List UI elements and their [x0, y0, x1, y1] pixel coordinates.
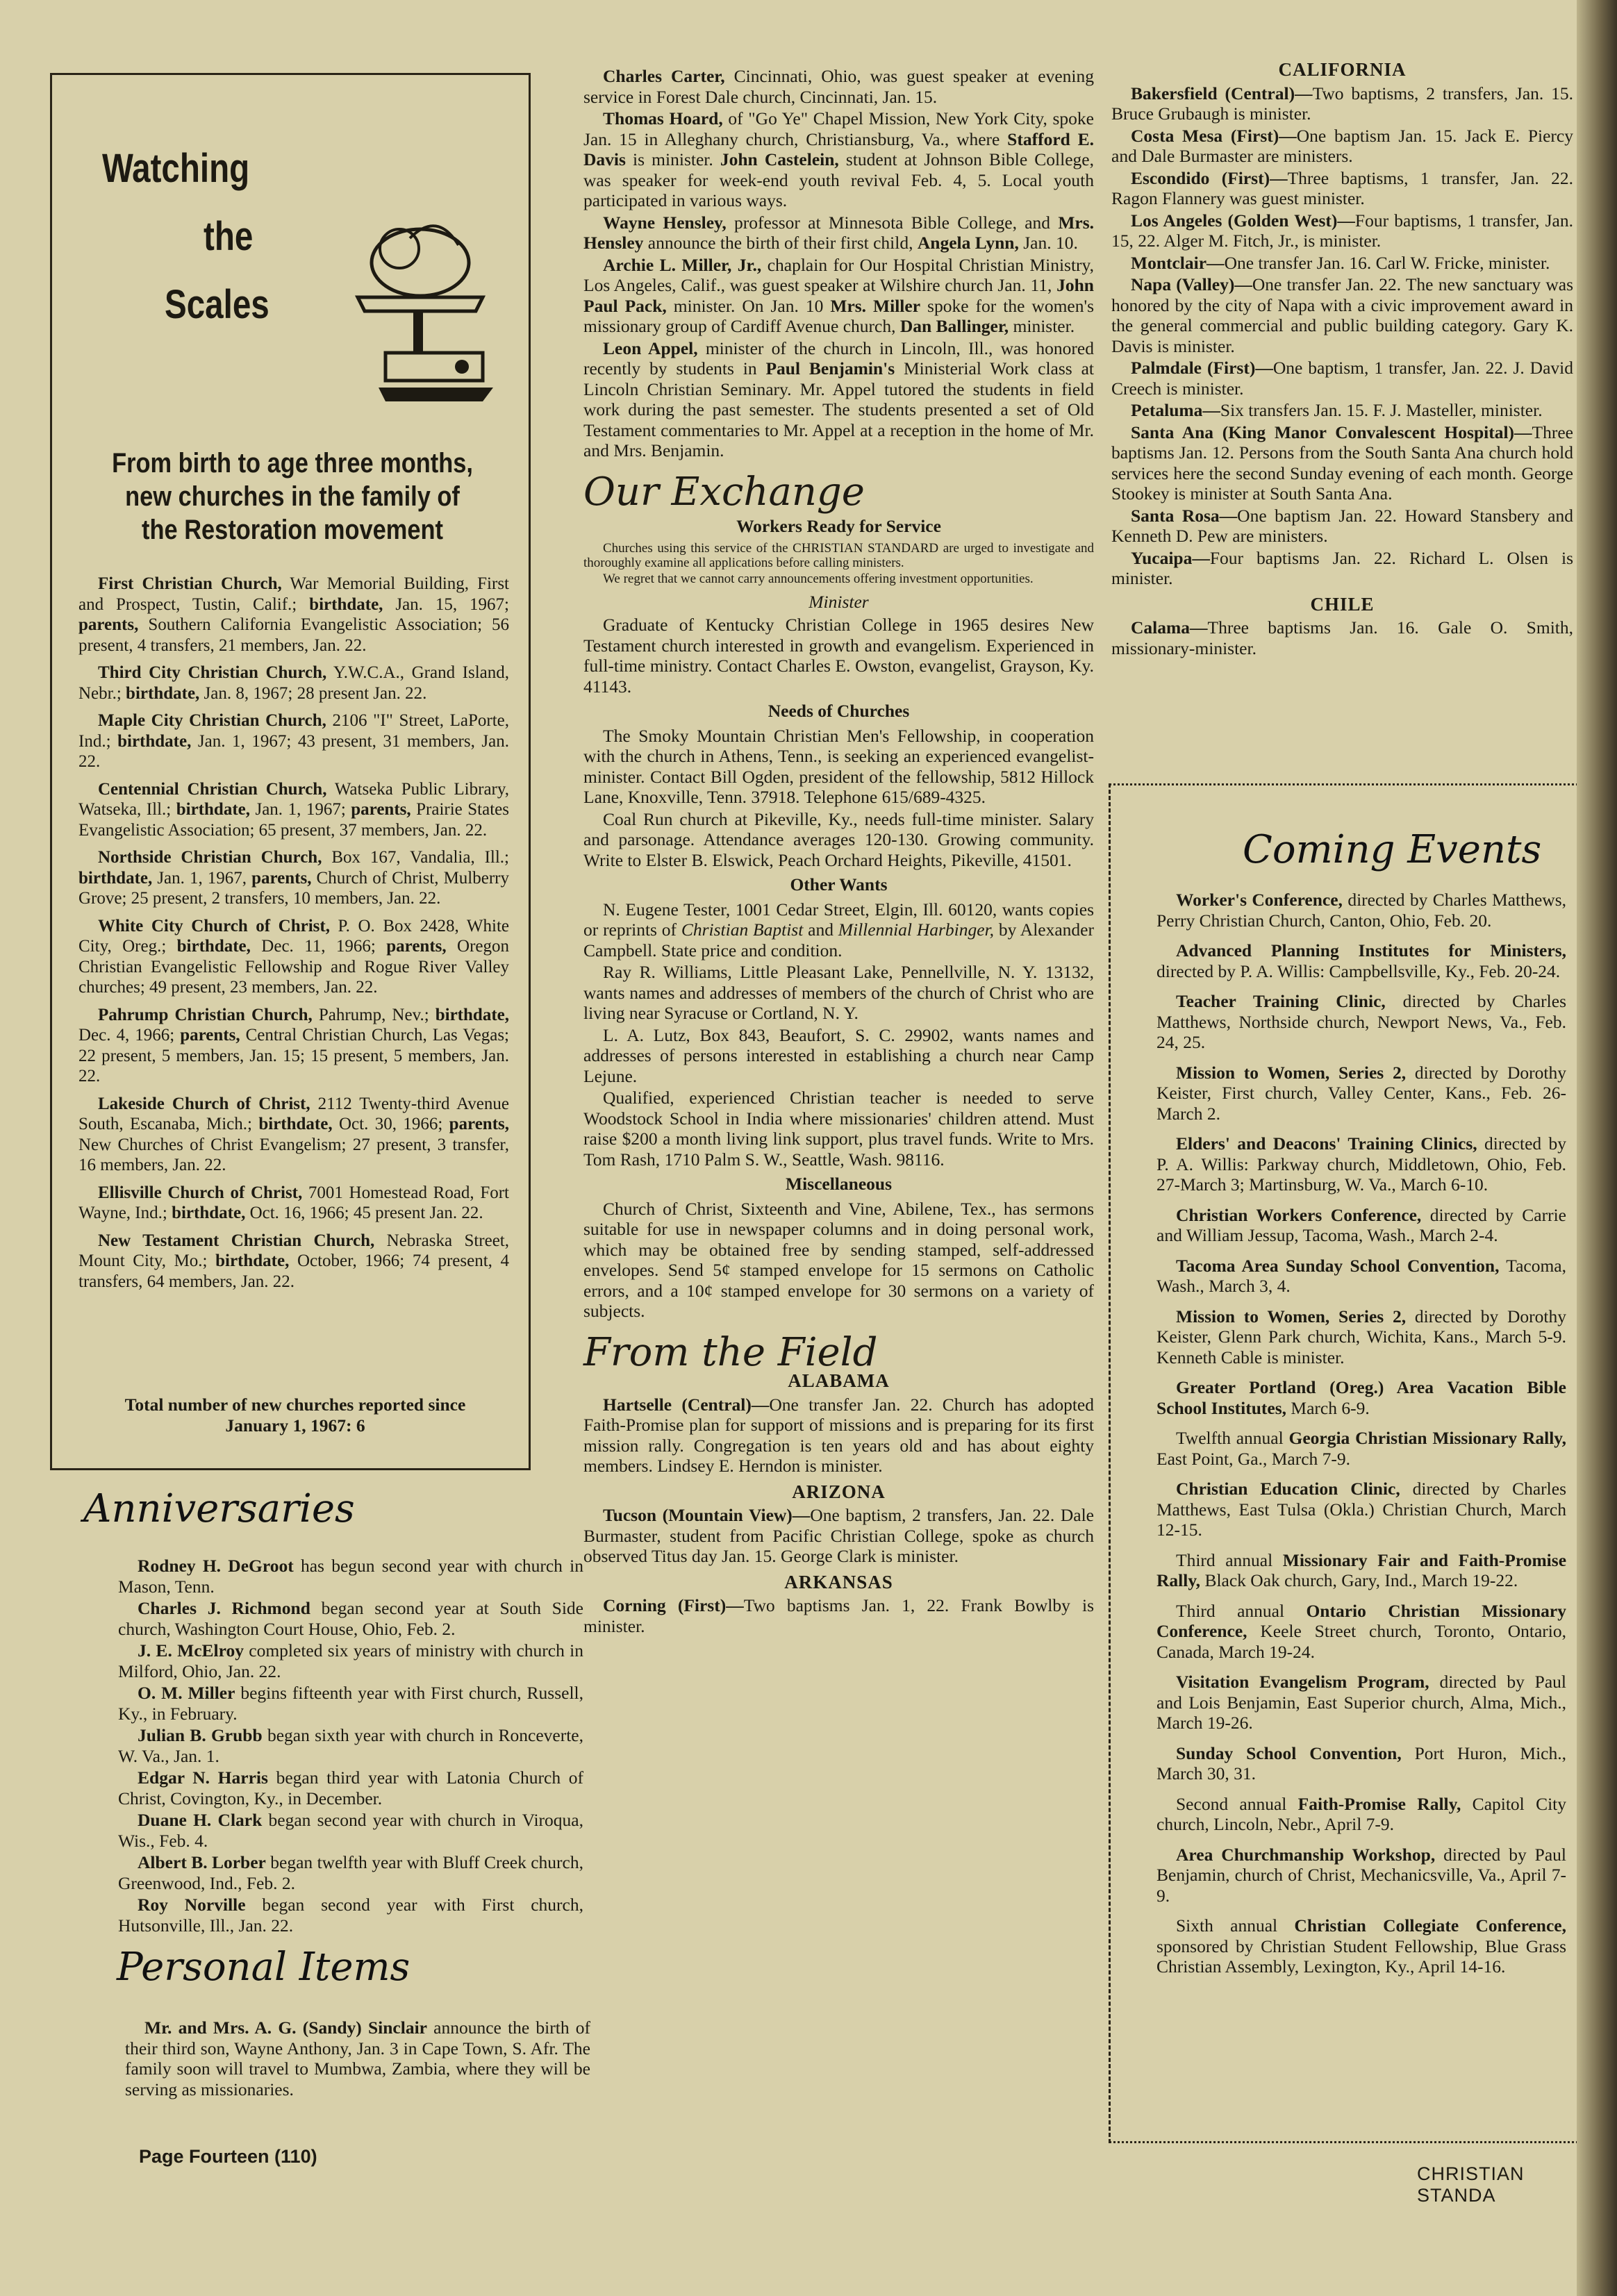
- report-text: One baptism, 2 transfers, Jan. 22. Dale Burmaster, student from Pacific Christian College, spoke as church observed Titus day Jan. 15. George Clark is minister.: [583, 1505, 1094, 1566]
- anniversary-text: begins fifteenth year with First church, Russell, Ky., in February.: [118, 1683, 583, 1724]
- event-details: directed by P. A. Willis: Parkway church, Middletown, Ohio, Feb. 27-March 3; Martinsburg, W. Va., March 6-10.: [1156, 1133, 1566, 1195]
- anniversary-name: Julian B. Grubb: [138, 1725, 263, 1745]
- church-place: Hartselle (Central)—: [603, 1394, 770, 1415]
- parents-text: Central Christian Church, Las Vegas; 22 present, 5 members, Jan. 15; 15 present, 5 members, Jan. 22.: [78, 1026, 509, 1085]
- event-prefix: Third annual: [1176, 1600, 1307, 1621]
- news-text: Ministerial Work class at Lincoln Christian Seminary. Mr. Appel tutored the students in field work during the past semester. The students presented a set of Old Testament commentaries to Mr. Appel at a reception in the home of Mr. and Mrs. Benjamin.: [583, 358, 1094, 460]
- church-address: Watseka Public Library, Watseka, Ill.;: [78, 779, 509, 819]
- book-title: Christian Baptist: [681, 920, 804, 940]
- church-place: Yucaipa—: [1131, 547, 1210, 568]
- parents-text: New Churches of Christ Evangelism; 27 present, 3 transfer, 16 members, Jan. 22.: [78, 1135, 509, 1174]
- minister-subheading: Minister: [808, 591, 869, 612]
- total-new-churches: [94, 1395, 497, 1436]
- news-text: minister.: [1009, 316, 1075, 336]
- parents-label: parents,: [78, 615, 139, 634]
- event-name: Georgia Christian Missionary Rally,: [1288, 1428, 1566, 1448]
- other-wants-ad-2: Ray R. Williams, Little Pleasant Lake, Pennellville, N. Y. 13132, wants names and addresses of members of the church of Christ who are living near Syracuse or Cortland, N. Y.: [583, 962, 1094, 1023]
- news-name: John Paul Pack,: [583, 275, 1094, 316]
- church-address: War Memorial Building, First and Prospect, Tustin, Calif.;: [78, 574, 509, 614]
- parents-label: parents,: [449, 1115, 510, 1133]
- event-name: Visitation Evangelism Program,: [1176, 1672, 1429, 1692]
- anniversary-text: began sixth year with church in Ronceverte, W. Va., Jan. 1.: [118, 1725, 583, 1766]
- baby-on-scale-illustration: [344, 200, 511, 408]
- anniversary-text: began second year with church in Viroqua, Wis., Feb. 4.: [118, 1810, 583, 1851]
- church-address: 2112 Twenty-third Avenue South, Escanaba, Mich.;: [78, 1094, 509, 1133]
- news-name: Stafford E. Davis: [583, 128, 1094, 169]
- book-title: Millennial Harbinger,: [838, 920, 995, 940]
- church-place: Palmdale (First)—: [1131, 358, 1273, 378]
- event-details: directed by Charles Matthews, East Tulsa (Okla.) Christian Church, March 12-15.: [1156, 1479, 1566, 1540]
- event-item: [1156, 1794, 1566, 1835]
- event-details: Keele Street church, Toronto, Ontario, Canada, March 19-24.: [1156, 1621, 1566, 1662]
- birthdate-text: Oct. 30, 1966;: [332, 1115, 449, 1133]
- event-item: [1156, 1256, 1566, 1297]
- anniversary-name: Rodney H. DeGroot: [138, 1556, 294, 1576]
- alabama-report: [583, 1395, 1094, 1476]
- footer-page-number: Page Fourteen (110): [139, 2146, 317, 2167]
- event-item: [1156, 940, 1566, 981]
- event-name: Area Churchmanship Workshop,: [1176, 1844, 1436, 1865]
- church-place: Los Angeles (Golden West)—: [1131, 210, 1355, 231]
- california-report: [1111, 168, 1573, 209]
- anniversary-text: began third year with Latonia Church of Christ, Covington, Ky., in December.: [118, 1767, 584, 1808]
- chile-place: Calama—: [1131, 617, 1208, 638]
- california-report: [1111, 358, 1573, 399]
- needs-of-churches-heading: Needs of Churches: [768, 701, 910, 721]
- miscellaneous-ad: Church of Christ, Sixteenth and Vine, Abilene, Tex., has sermons suitable for use in newspaper columns and in doing personal work, which may be obtained free by sending stamped, self-addressed envelopes. Send 5¢ stamped envelope for 15 sermons on Catholic errors, and a 10¢ stamped envelope for 30 sermons on a variety of subjects.: [583, 1198, 1094, 1321]
- new-church-entry: [78, 574, 509, 656]
- anniversary-name: Charles J. Richmond: [138, 1598, 310, 1618]
- event-item: [1156, 1133, 1566, 1195]
- news-name: Angela Lynn,: [917, 233, 1019, 253]
- event-details: Tacoma, Wash., March 3, 4.: [1156, 1255, 1567, 1296]
- anniversaries-heading: Anniversaries: [83, 1486, 355, 1531]
- personal-news-item: [583, 338, 1094, 461]
- anniversary-item: [118, 1852, 583, 1893]
- church-name: Maple City Christian Church,: [98, 711, 326, 730]
- church-address: Pahrump, Nev.;: [312, 1005, 436, 1024]
- church-place: Escondido (First)—: [1131, 167, 1288, 188]
- birthdate-label: birthdate,: [117, 731, 192, 751]
- church-address: Nebraska Street, Mount City, Mo.;: [78, 1231, 510, 1270]
- california-report: [1111, 422, 1573, 504]
- from-the-field-heading: From the Field: [583, 1329, 878, 1375]
- other-text: N. Eugene Tester, 1001 Cedar Street, Elgin, Ill. 60120, wants copies or reprints of: [583, 899, 1094, 940]
- minister-ad: Graduate of Kentucky Christian College in 1965 desires New Testament church interested in growth and evangelism. Experienced in full-time ministry. Contact Charles E. Owston, evangelist, Grayson, Ky. 41143.: [583, 615, 1094, 697]
- news-text: spoke for the women's missionary group of Cardiff Avenue church,: [583, 295, 1094, 336]
- news-name: Paul Benjamin's: [765, 358, 895, 378]
- parents-label: parents,: [180, 1026, 240, 1045]
- report-text: Four baptisms Jan. 22. Richard L. Olsen is minister.: [1111, 547, 1573, 588]
- california-heading: CALIFORNIA: [1278, 59, 1407, 80]
- birthdate-label: birthdate,: [309, 594, 383, 614]
- anniversary-name: Duane H. Clark: [138, 1810, 263, 1830]
- anniversary-text: began second year at South Side church, Washington Court House, Ohio, Feb. 2.: [118, 1598, 583, 1639]
- event-name: Tacoma Area Sunday School Convention,: [1176, 1255, 1500, 1276]
- news-text: student at Johnson Bible College, was speaker for week-end youth revival Feb. 4, 5. Local youth participated in various ways.: [583, 149, 1094, 210]
- box-title-line3: Scales: [165, 282, 270, 327]
- anniversary-item: [118, 1895, 583, 1936]
- personal-news-item: [583, 66, 1094, 107]
- arkansas-report: [583, 1595, 1094, 1636]
- church-name: Pahrump Christian Church,: [98, 1005, 313, 1024]
- anniversary-item: [118, 1683, 583, 1724]
- event-name: Missionary Fair and Faith-Promise Rally,: [1156, 1549, 1567, 1590]
- church-address: 7001 Homestead Road, Fort Wayne, Ind.;: [78, 1183, 509, 1222]
- news-name: Mrs. Miller: [830, 295, 921, 316]
- birthdate-text: Jan. 1, 1967,: [152, 868, 252, 888]
- church-address: 2106 "I" Street, LaPorte, Ind.;: [78, 711, 510, 751]
- event-name: Greater Portland (Oreg.) Area Vacation Bible School Institutes,: [1156, 1377, 1566, 1418]
- event-prefix: Second annual: [1176, 1793, 1298, 1814]
- other-wants-ad-1: [583, 899, 1094, 961]
- event-item: [1156, 890, 1566, 931]
- report-text: One baptism, 1 transfer, Jan. 22. J. David Creech is minister.: [1111, 358, 1573, 399]
- news-text: chaplain for Our Hospital Christian Ministry, Los Angeles, Calif., was guest speaker at Wilshire church Jan. 11,: [583, 254, 1095, 295]
- anniversary-name: Roy Norville: [138, 1895, 246, 1915]
- event-item: [1156, 1377, 1566, 1418]
- anniversary-item: [118, 1598, 583, 1639]
- report-text: One baptism Jan. 22. Howard Stansbery and Kenneth D. Pew are ministers.: [1111, 505, 1573, 546]
- arizona-report: [583, 1505, 1094, 1567]
- birthdate-label: birthdate,: [215, 1251, 290, 1270]
- personal-items-heading: Personal Items: [117, 1945, 411, 1990]
- church-place: Montclair—: [1131, 252, 1225, 273]
- news-text: professor at Minnesota Bible College, and: [726, 212, 1059, 233]
- news-name: Thomas Hoard,: [603, 108, 723, 128]
- event-item: [1156, 1479, 1566, 1540]
- event-name: Mission to Women, Series 2,: [1176, 1306, 1407, 1326]
- california-report: [1111, 274, 1573, 356]
- event-name: Elders' and Deacons' Training Clinics,: [1176, 1133, 1477, 1154]
- birthdate-label: birthdate,: [172, 1204, 246, 1222]
- news-name: John Castelein,: [720, 149, 839, 169]
- church-name: Northside Christian Church,: [98, 848, 322, 867]
- new-church-entry: [78, 1094, 509, 1176]
- event-item: [1156, 1428, 1566, 1469]
- new-church-entry: [78, 1005, 509, 1087]
- report-text: One transfer Jan. 22. Church has adopted Faith-Promise plan for support of missions and is preparing for its first mission rally. Congregation is ten years old and has about eighty members. Lindsey E. Herndon is minister.: [583, 1394, 1094, 1476]
- news-text: Cincinnati, Ohio, was guest speaker at evening service in Forest Dale church, Cincinnati, Jan. 15.: [583, 66, 1094, 107]
- event-details: directed by Charles Matthews, Northside church, Newport News, Va., Feb. 24, 25.: [1156, 991, 1567, 1052]
- event-name: Ontario Christian Missionary Conference,: [1156, 1600, 1566, 1641]
- church-place: Petaluma—: [1131, 400, 1220, 420]
- new-church-entry: [78, 779, 509, 841]
- personal-items-text: [125, 2018, 590, 2101]
- birthdate-text: Jan. 1, 1967; 43 present, 31 members, Jan. 22.: [78, 731, 509, 771]
- event-details: March 6-9.: [1286, 1397, 1370, 1418]
- event-item: [1156, 1601, 1566, 1663]
- birthdate-label: birthdate,: [176, 937, 251, 956]
- chile-text: Three baptisms Jan. 16. Gale O. Smith, missionary-minister.: [1111, 617, 1573, 658]
- california-list: [1111, 83, 1573, 589]
- event-name: Worker's Conference,: [1176, 890, 1343, 910]
- miscellaneous-heading: Miscellaneous: [786, 1174, 892, 1194]
- report-text: Three baptisms, 1 transfer, Jan. 22. Ragon Flannery was guest minister.: [1111, 167, 1574, 208]
- event-details: directed by Dorothy Keister, First church, Valley Center, Kans., Feb. 26-March 2.: [1156, 1062, 1566, 1124]
- box-title-line2: the: [204, 214, 254, 259]
- california-report: [1111, 253, 1573, 274]
- chile-heading: CHILE: [1310, 593, 1375, 615]
- news-text: announce the birth of their first child,: [643, 233, 918, 253]
- coming-events-box: [1109, 783, 1584, 2143]
- event-item: [1156, 1672, 1566, 1733]
- new-church-entry: [78, 916, 509, 998]
- california-report: [1111, 400, 1573, 421]
- anniversaries-list: [118, 1556, 583, 1937]
- watching-scales-box: [50, 73, 531, 1470]
- column-three: [1111, 54, 1573, 660]
- event-details: East Point, Ga., March 7-9.: [1156, 1448, 1351, 1469]
- total-text: Total number of new churches reported since January 1, 1967: 6: [124, 1395, 466, 1436]
- california-report: [1111, 548, 1573, 589]
- anniversary-text: began twelfth year with Bluff Creek church, Greenwood, Ind., Feb. 2.: [118, 1852, 583, 1893]
- california-report: [1111, 210, 1573, 251]
- anniversary-item: [118, 1640, 583, 1681]
- event-name: Mission to Women, Series 2,: [1176, 1062, 1407, 1083]
- anniversary-text: began second year with First church, Hutsonville, Ill., Jan. 22.: [118, 1895, 583, 1936]
- california-report: [1111, 83, 1573, 124]
- news-name: Archie L. Miller, Jr.,: [603, 254, 762, 275]
- exchange-note-2: We regret that we cannot carry announcements offering investment opportunities.: [603, 571, 1034, 586]
- event-prefix: Sixth annual: [1176, 1915, 1295, 1936]
- church-name: White City Church of Christ,: [98, 916, 330, 935]
- event-name: Christian Education Clinic,: [1176, 1479, 1400, 1499]
- church-name: Centennial Christian Church,: [98, 779, 327, 799]
- church-place: Santa Rosa—: [1131, 505, 1238, 526]
- report-text: One transfer Jan. 16. Carl W. Fricke, minister.: [1224, 252, 1550, 273]
- birthdate-label: birthdate,: [435, 1005, 509, 1024]
- new-church-entry: [78, 710, 509, 772]
- personal-body: announce the birth of their third son, Wayne Anthony, Jan. 3 in Cape Town, S. Afr. The family soon will travel to Mumbwa, Zambia, where they will be serving as missionaries.: [125, 2018, 590, 2099]
- event-details: directed by Paul and Lois Benjamin, East Superior church, Alma, Mich., March 19-26.: [1156, 1672, 1567, 1733]
- anniversary-name: J. E. McElroy: [138, 1640, 244, 1661]
- arizona-heading: ARIZONA: [792, 1481, 886, 1502]
- birthdate-label: birthdate,: [78, 868, 153, 888]
- event-details: directed by Carrie and William Jessup, Tacoma, Wash., March 2-4.: [1156, 1204, 1566, 1245]
- church-name: Ellisville Church of Christ,: [98, 1183, 303, 1202]
- report-text: Four baptisms, 1 transfer, Jan. 15, 22. Alger M. Fitch, Jr., is minister.: [1111, 210, 1574, 251]
- church-name: Third City Christian Church,: [98, 663, 327, 682]
- anniversary-item: [118, 1725, 583, 1766]
- needs-ad-1: The Smoky Mountain Christian Men's Fellowship, in cooperation with the church in Athens, Tenn., is seeking an experienced evangelist-minister. Contact Bill Ogden, president of the fellowship, 5812 Hillock Lane, Knoxville, Tenn. 37918. Telephone 615/689-4325.: [583, 725, 1094, 807]
- personal-news-item: [583, 255, 1094, 337]
- parents-label: parents,: [386, 937, 447, 956]
- anniversary-text: has begun second year with church in Mason, Tenn.: [118, 1556, 583, 1597]
- birthdate-text: Oct. 16, 1966; 45 present Jan. 22.: [245, 1204, 483, 1222]
- report-text: Three baptisms Jan. 12. Persons from the South Santa Ana church hold services here the second Sunday evening of each month. George Stookey is minister at South Santa Ana.: [1111, 422, 1573, 504]
- california-report: [1111, 126, 1573, 167]
- anniversary-text: completed six years of ministry with church in Milford, Ohio, Jan. 22.: [118, 1640, 583, 1681]
- event-details: directed by Paul Benjamin, church of Christ, Mechanicsville, Va., April 7-9.: [1156, 1844, 1567, 1906]
- new-church-entry: [78, 1231, 509, 1292]
- event-item: [1156, 1743, 1566, 1784]
- report-text: Six transfers Jan. 15. F. J. Masteller, minister.: [1220, 400, 1543, 420]
- birthdate-text: Jan. 15, 1967;: [383, 594, 509, 614]
- event-item: [1156, 1063, 1566, 1124]
- anniversary-name: Albert B. Lorber: [138, 1852, 266, 1872]
- event-details: Capitol City church, Lincoln, Nebr., April 7-9.: [1156, 1793, 1567, 1834]
- coming-events-heading: Coming Events: [1243, 827, 1542, 872]
- anniversary-item: [118, 1810, 583, 1851]
- parents-text: Church of Christ, Mulberry Grove; 25 present, 2 transfers, 10 members, Jan. 22.: [78, 868, 509, 908]
- other-wants-heading: Other Wants: [790, 874, 888, 895]
- birthdate-label: birthdate,: [176, 800, 250, 819]
- church-name: New Testament Christian Church,: [98, 1231, 375, 1250]
- church-name: Lakeside Church of Christ,: [98, 1094, 310, 1113]
- event-details: Black Oak church, Gary, Ind., March 19-22.: [1200, 1570, 1518, 1590]
- news-text: minister. On Jan. 10: [666, 295, 831, 316]
- birthdate-text: October, 1966; 74 present, 4 transfers, 64 members, Jan. 22.: [78, 1251, 509, 1291]
- needs-ad-2: Coal Run church at Pikeville, Ky., needs full-time minister. Salary and parsonage. Attendance averages 120-130. Growing community. Write to Elster B. Elswick, Peach Orchard Heights, Pikeville, 41501.: [583, 808, 1094, 870]
- news-name: Wayne Hensley,: [603, 212, 727, 233]
- other-text: by Alexander Campbell. State price and condition.: [583, 920, 1094, 960]
- new-churches-list: [78, 574, 509, 1299]
- news-name: Dan Ballinger,: [899, 316, 1009, 336]
- coming-events-list: [1156, 890, 1566, 1987]
- box-title-line1: Watching: [102, 146, 250, 191]
- event-prefix: Third annual: [1176, 1549, 1283, 1570]
- birthdate-text: Jan. 8, 1967; 28 present Jan. 22.: [199, 683, 427, 703]
- report-text: One transfer Jan. 22. The new sanctuary was honored by the city of Napa with a civic improvement award in the general commercial and public building category. Gary K. Davis is minister.: [1111, 274, 1573, 356]
- parents-text: Prairie States Evangelistic Association; 65 present, 37 members, Jan. 22.: [78, 800, 509, 840]
- news-name: Leon Appel,: [603, 338, 698, 358]
- column-two: [583, 66, 1094, 1638]
- other-text: and: [803, 920, 838, 940]
- new-church-entry: [78, 663, 509, 704]
- event-details: sponsored by Christian Student Fellowship, Blue Grass Christian Assembly, Lexington, Ky., April 14-16.: [1156, 1936, 1566, 1977]
- event-item: [1156, 1550, 1566, 1591]
- event-item: [1156, 1915, 1566, 1977]
- report-text: One baptism Jan. 15. Jack E. Piercy and Dale Burmaster are ministers.: [1111, 125, 1573, 166]
- event-name: Sunday School Convention,: [1176, 1742, 1402, 1763]
- box-subtitle: From birth to age three months, new churches in the family of the Restoration movement: [112, 448, 473, 545]
- report-text: Two baptisms Jan. 1, 22. Frank Bowlby is minister.: [583, 1595, 1094, 1636]
- personal-news-item: [583, 108, 1094, 211]
- footer-magazine-name: CHRISTIAN STANDA: [1417, 2163, 1525, 2206]
- anniversary-item: [118, 1556, 583, 1597]
- event-details: directed by Charles Matthews, Perry Christian Church, Canton, Ohio, Feb. 20.: [1156, 890, 1566, 931]
- church-address: P. O. Box 2428, White City, Oreg.;: [78, 916, 509, 956]
- event-item: [1156, 991, 1566, 1053]
- other-wants-ad-3: L. A. Lutz, Box 843, Beaufort, S. C. 29902, wants names and addresses of persons interested in establishing a church near Camp Lejune.: [583, 1024, 1094, 1086]
- church-place: Bakersfield (Central)—: [1131, 83, 1313, 103]
- parents-text: Oregon Christian Evangelistic Fellowship and Rogue River Valley churches; 49 present, 23 members, Jan. 22.: [78, 937, 509, 997]
- california-report: [1111, 506, 1573, 547]
- church-place: Santa Ana (King Manor Convalescent Hospital)—: [1131, 422, 1532, 442]
- event-details: directed by P. A. Willis: Campbellsville, Ky., Feb. 20-24.: [1156, 960, 1561, 981]
- book-spine: [1577, 0, 1617, 2296]
- event-name: Faith-Promise Rally,: [1297, 1793, 1461, 1814]
- arkansas-heading: ARKANSAS: [784, 1571, 893, 1592]
- event-details: Port Huron, Mich., March 30, 31.: [1156, 1742, 1566, 1783]
- church-name: First Christian Church,: [98, 574, 282, 593]
- news-text: of "Go Ye" Chapel Mission, New York City, spoke Jan. 15 in Alleghany church, Christiansburg, Va., where: [583, 108, 1094, 149]
- anniversary-item: [118, 1767, 583, 1808]
- other-wants-ad-4: Qualified, experienced Christian teacher is needed to serve Woodstock School in India where missionaries' children attend. Must raise $200 a month living link support, plus travel funds. Write to Mrs. Tom Rash, 1710 Palm S. W., Seattle, Wash. 98116.: [583, 1088, 1094, 1170]
- church-place: Corning (First)—: [603, 1595, 744, 1615]
- alabama-heading: ALABAMA: [788, 1370, 890, 1391]
- birthdate-text: Dec. 11, 1966;: [250, 937, 387, 956]
- church-address: Y.W.C.A., Grand Island, Nebr.;: [78, 663, 509, 703]
- event-name: Christian Collegiate Conference,: [1294, 1915, 1566, 1936]
- new-church-entry: [78, 847, 509, 909]
- news-name: Mrs. Hensley: [583, 212, 1094, 253]
- church-place: Tucson (Mountain View)—: [603, 1505, 811, 1525]
- birthdate-text: Jan. 1, 1967;: [249, 800, 351, 819]
- news-name: Charles Carter,: [603, 66, 725, 86]
- news-text: is minister.: [625, 149, 720, 169]
- parents-label: parents,: [251, 868, 312, 888]
- report-text: Two baptisms, 2 transfers, Jan. 15. Bruce Grubaugh is minister.: [1111, 83, 1573, 124]
- event-details: directed by Dorothy Keister, Glenn Park church, Wichita, Kans., March 5-9. Kenneth Cable is minister.: [1156, 1306, 1566, 1367]
- church-place: Napa (Valley)—: [1131, 274, 1252, 294]
- birthdate-label: birthdate,: [126, 683, 200, 703]
- parents-text: Southern California Evangelistic Association; 56 present, 4 transfers, 21 members, Jan. 22.: [78, 615, 509, 655]
- event-name: Christian Workers Conference,: [1176, 1204, 1422, 1225]
- anniversary-name: Edgar N. Harris: [138, 1767, 268, 1788]
- event-prefix: Twelfth annual: [1176, 1428, 1289, 1448]
- our-exchange-heading: Our Exchange: [583, 469, 865, 515]
- event-item: [1156, 1205, 1566, 1246]
- workers-ready-heading: Workers Ready for Service: [736, 516, 941, 536]
- personal-name: Mr. and Mrs. A. G. (Sandy) Sinclair: [144, 2018, 427, 2038]
- birthdate-text: Dec. 4, 1966;: [78, 1026, 181, 1045]
- news-text: Jan. 10.: [1018, 233, 1078, 253]
- parents-label: parents,: [351, 800, 411, 819]
- new-church-entry: [78, 1183, 509, 1224]
- news-text: minister of the church in Lincoln, Ill., was honored recently by students in: [583, 338, 1094, 378]
- event-name: Teacher Training Clinic,: [1176, 991, 1386, 1011]
- event-item: [1156, 1845, 1566, 1906]
- anniversary-name: O. M. Miller: [138, 1683, 235, 1703]
- church-address: Box 167, Vandalia, Ill.;: [322, 848, 510, 867]
- church-place: Costa Mesa (First)—: [1131, 125, 1297, 146]
- event-name: Advanced Planning Institutes for Ministers,: [1176, 940, 1566, 960]
- personal-news-item: [583, 213, 1094, 253]
- event-item: [1156, 1306, 1566, 1368]
- exchange-note: Churches using this service of the CHRISTIAN STANDARD are urged to investigate and thoroughly examine all applications before calling ministers.: [583, 540, 1094, 570]
- birthdate-label: birthdate,: [258, 1115, 333, 1133]
